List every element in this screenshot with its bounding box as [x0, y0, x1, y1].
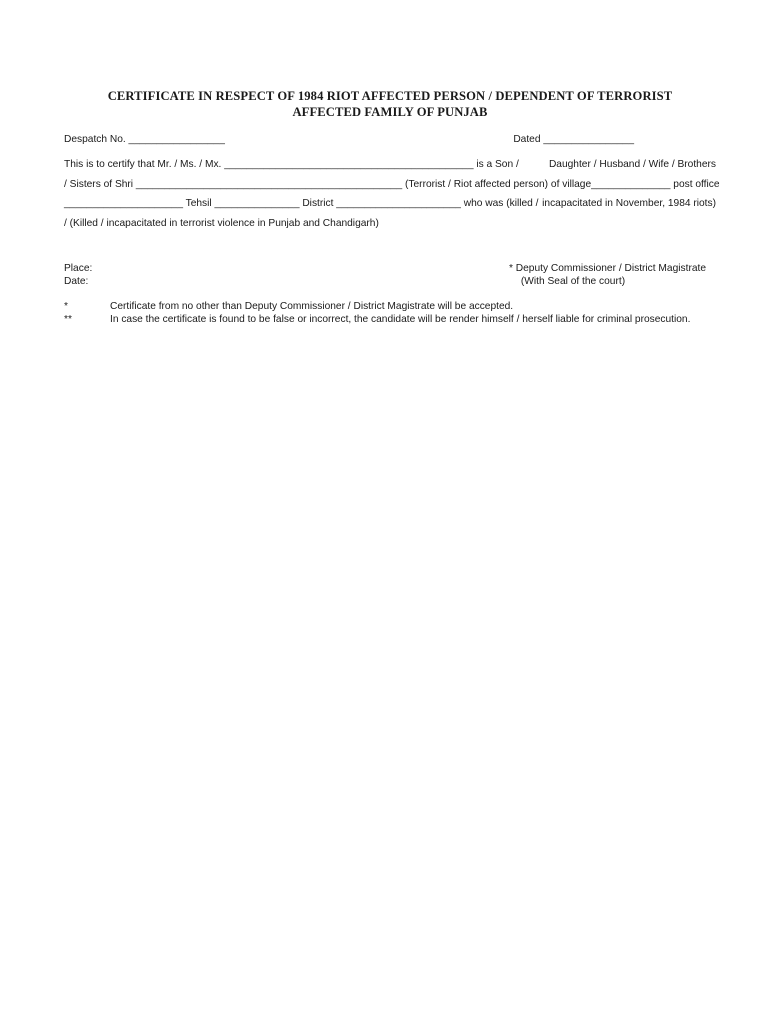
footnote-text: Certificate from no other than Deputy Commissioner / District Magistrate will be accepted.	[110, 301, 514, 312]
certify-line-1-left: This is to certify that Mr. / Ms. / Mx. ____________________________________________ is a Son /	[64, 159, 519, 170]
certify-line-2-left: / Sisters of Shri _______________________________________________ (Terrorist / Riot affected person) of village	[64, 179, 592, 190]
place-label: Place:	[64, 263, 93, 274]
certify-line-2-right: ______________ post office	[591, 179, 720, 190]
certify-line-3	[64, 197, 716, 210]
dated-field: Dated ________________	[513, 134, 634, 145]
certify-line-4: / (Killed / incapacitated in terrorist violence in Punjab and Chandigarh)	[64, 218, 379, 229]
footnote-text: In case the certificate is found to be false or incorrect, the candidate will be render himself / herself liable for criminal prosecution.	[110, 314, 691, 325]
date-label: Date:	[64, 276, 89, 287]
certify-line-3-left: _____________________ Tehsil _______________ District ______________________ who was (killed /	[64, 198, 539, 209]
signatory-designation: * Deputy Commissioner / District Magistrate	[508, 263, 706, 274]
footnote-marker: **	[64, 314, 72, 325]
certify-line-1-right: Daughter / Husband / Wife / Brothers	[548, 159, 716, 170]
despatch-row	[64, 133, 716, 146]
title-line-1: CERTIFICATE IN RESPECT OF 1984 RIOT AFFECTED PERSON / DEPENDENT OF TERRORIST	[107, 89, 673, 103]
certify-line-2	[64, 178, 720, 191]
certify-line-1	[64, 158, 716, 171]
certify-line-3-right: incapacitated in November, 1984 riots)	[542, 198, 716, 209]
title-line-2: AFFECTED FAMILY OF PUNJAB	[292, 105, 488, 119]
footnote-marker: *	[64, 301, 68, 312]
certificate-title	[64, 88, 716, 120]
despatch-number-field: Despatch No. _________________	[64, 134, 225, 145]
seal-note: (With Seal of the court)	[520, 276, 626, 287]
